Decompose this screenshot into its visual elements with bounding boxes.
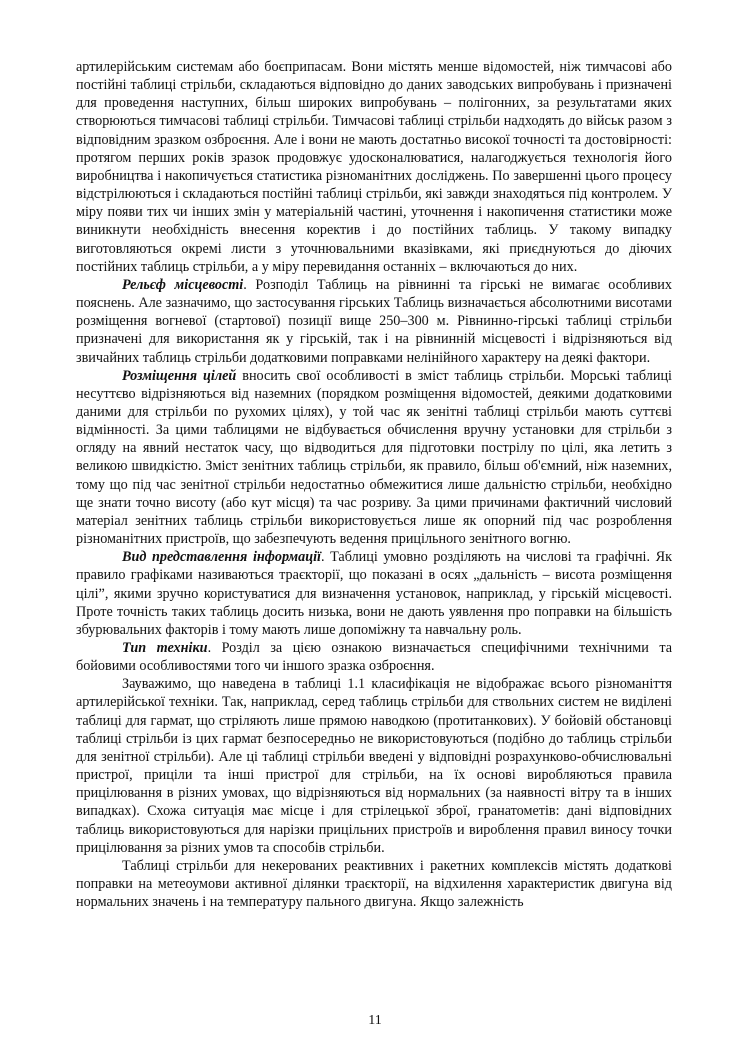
paragraph-representation	[76, 548, 672, 639]
paragraph-relief	[76, 276, 672, 367]
paragraph-targets	[76, 367, 672, 549]
paragraph-heading: Тип техніки	[122, 640, 208, 656]
paragraph-equipment-type	[76, 639, 672, 675]
paragraph-classification-note	[76, 675, 672, 857]
paragraph-heading: Вид представлення інформації	[122, 549, 321, 566]
paragraph-text: Зауважимо, що наведена в таблиці 1.1 класифікація не відображає всього різноманіття артилерійської техніки. Так, наприклад, серед таблиць стрільби для ствольних систем не виділені таблиці для гармат, що стріляють лише прямою наводкою (протитанкових). У бойовій обстановці таблиці стрільби із цих гармат безпосередньо не використовуються (подібно до таблиць стрільби для зенітної стрільби). Але ці таблиці стрільби введені у відповідні розрахунково-обчислювальні пристрої, приціли та інші пристрої для стрільби, на їх основі виробляються правила прицілювання в різних умовах, що відрізняються від нормальних (за наявності вітру та в інших випадках). Схожа ситуація має місце і для стрілецької зброї, гранатометів: дані відповідних таблиць використовуються для нарізки прицільних пристроїв и вироблення правил виносу точки прицілювання за різних умов та способів стрільби.	[76, 676, 672, 856]
paragraph-rocket-tables	[76, 857, 672, 911]
paragraph-text: артилерійським системам або боєприпасам. Вони містять менше відомостей, ніж тимчасові або постійні таблиці стрільби, складаються відповідно до даних заводських випробувань і призначені для проведення наступних, більш широких випробувань – полігонних, за результатами яких створюються тимчасові таблиці стрільби. Тимчасові таблиці стрільби надходять до військ разом з відповідним зразком озброєння. Але і вони не мають достатньо високої точності та достовірності: протягом перших років зразок продовжує удосконалюватися, налагоджується технологія його виробництва і накопичується статистика різноманітних досліджень. По завершенні цього процесу відстрілюються і складаються постійні таблиці стрільби, які завжди знаходяться під контролем. У міру появи тих чи інших змін у матеріальній частині, уточнення і накопичення статистики може виникнути необхідність внесення коректив і до постійних таблиць. У такому випадку виготовляються окремі листи з уточнювальними вказівками, які приєднуються до діючих постійних таблиць стрільби, а у міру перевидання останніх – включаються до них.	[76, 59, 672, 275]
paragraph-text: . Розділ за цією ознакою визначається специфічними технічними та бойовими особливостями того чи іншого зразка озброєння.	[76, 640, 672, 675]
paragraph-text: Таблиці стрільби для некерованих реактивних і ракетних комплексів містять додаткові поправки на метеоумови активної ділянки траєкторії, на відхилення характеристик двигуна від нормальних значень і на температуру пального двигуна. Якщо залежність	[76, 857, 672, 911]
paragraph-heading: Рельєф місцевості	[122, 276, 244, 293]
paragraph-text: . Таблиці умовно розділяють на числові та графічні. Як правило графіками називаються траєкторії, що показані в осях „дальність – висота розміщення цілі”, якими зручно користуватися для визначення установок, наприклад, у гірській місцевості. Проте точність таких таблиць досить низька, вони не дають уявлення про поправки на більшість збурювальних факторів і тому мають лише допоміжну та навчальну роль.	[76, 549, 672, 638]
page-number: 11	[368, 1013, 382, 1028]
paragraph-text: . Розподіл Таблиць на рівнинні та гірські не вимагає особливих пояснень. Але зазначимо, що застосування гірських Таблиць визначається абсолютними висотами розміщення вогневої (стартової) позиції вище 250–300 м. Рівнинно-гірські таблиці стрільби призначені для використання як у гірській, так і на рівнинній місцевості і відрізняються від звичайних таблиць стрільби додатковими поправками нелінійного характеру на деякі фактори.	[76, 276, 672, 366]
paragraph-text: вносить свої особливості в зміст таблиць стрільби. Морські таблиці несуттєво відрізняються від наземних (порядком розміщення відомостей, деякими додатковими даними для стрільби по рухомих цілях), у той час як зенітні таблиці стрільби мають суттєві відмінності. За цими таблицями не відбувається обчислення вручну установки для стрільби з огляду на явний нестаток часу, що відводиться для підготовки пострілу по цілі, яка летить з великою швидкістю. Зміст зенітних таблиць стрільби, як правило, більш об'ємний, ніж наземних, тому що під час зенітної стрільби недостатньо обмежитися лише дальністю стрільби, необхідно ще знати точно висоту (або кут місця) та час розриву. За цими причинами фактичний числовий матеріал зенітних таблиць стрільби використовується лише як опорний під час розроблення різноманітних пристроїв, що забезпечують ведення прицільного зенітного вогню.	[76, 367, 672, 548]
body-text	[76, 58, 672, 911]
paragraph-heading: Розміщення цілей	[122, 367, 237, 384]
paragraph-continuation	[76, 58, 672, 276]
